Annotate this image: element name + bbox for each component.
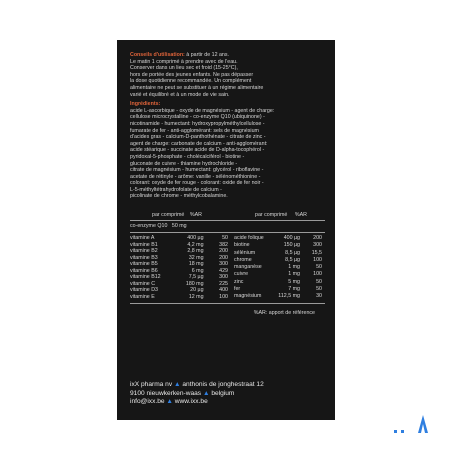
- nutrient-ar: 300: [219, 261, 228, 268]
- nutrient-amount: 7,5 µg: [188, 274, 204, 281]
- ingredients-line: pyridoxal-5-phosphate - cholécalciférol - biotine -: [130, 153, 245, 160]
- table-divider: [130, 220, 325, 221]
- mineral-row: [234, 235, 324, 242]
- nutrient-ar: 30: [316, 293, 322, 299]
- table-header-ar: %AR: [189, 212, 202, 219]
- nutrient-ar: 429: [219, 267, 228, 274]
- ingredients-line: gluconate de cuivre - thiamine hydrochloride -: [130, 160, 238, 167]
- ingredients-line: agent de charge: carbonate de calcium - anti-agglomérant:: [130, 140, 268, 147]
- nutrient-ar: 15,5: [311, 249, 322, 256]
- usage-advice-line: à partir de 12 ans.: [184, 52, 229, 58]
- product-info-panel: [117, 40, 335, 420]
- logo-icon: [392, 413, 432, 435]
- ingredients-line: acide L-ascorbique - oxyde de magnésium - agent de charge:: [130, 107, 275, 114]
- coenzyme-value: 50 mg: [171, 222, 187, 229]
- usage-advice-line: alimentaire ne peut se substituer à un régime alimentaire: [130, 84, 264, 91]
- ingredients-line: acide stéarique - succinate acide de D-alpha-tocophérol -: [130, 147, 265, 154]
- nutrient-amount: 400 µg: [283, 235, 300, 242]
- ingredients-line: L-5-méthyltétrahydrofolate de calcium -: [130, 186, 222, 193]
- nutrient-ar: 200: [219, 248, 228, 255]
- company-country: belgium: [209, 389, 235, 397]
- nutrient-name: cuivre: [234, 271, 249, 278]
- table-header-ar: %AR: [294, 212, 307, 219]
- nutrient-amount: 6 mg: [191, 267, 204, 274]
- usage-advice-line: hors de portée des jeunes enfants. Ne pas dépasser: [130, 71, 254, 78]
- nutrient-amount: 1 mg: [288, 271, 300, 278]
- nutrient-name: vitamine A: [130, 235, 155, 242]
- nutrient-amount: 8,5 µg: [285, 256, 300, 263]
- reference-footnote: %AR: apport de référence: [253, 310, 315, 317]
- nutrient-name: vitamine B1: [130, 241, 158, 248]
- mineral-row: [234, 264, 324, 271]
- nutrient-amount: 7 mg: [288, 285, 300, 292]
- vitamins-table: [130, 235, 230, 300]
- nutrient-name: manganèse: [234, 264, 262, 271]
- nutrient-name: vitamine B2: [130, 248, 158, 255]
- nutrient-name: vitamine D3: [130, 287, 158, 294]
- company-city: 9100 nieuwkerken-waas: [130, 389, 202, 397]
- nutrient-amount: 5 mg: [288, 278, 300, 285]
- nutrient-amount: 2,8 mg: [187, 248, 204, 255]
- company-website: www.ixx.be: [172, 397, 208, 405]
- nutrient-name: acide folique: [234, 235, 264, 242]
- mineral-row: [234, 271, 324, 278]
- nutrient-amount: 18 mg: [188, 261, 204, 268]
- nutrient-amount: 12 mg: [188, 293, 204, 300]
- coenzyme-row: [130, 223, 325, 230]
- brand-logo-mark: [392, 413, 432, 438]
- nutrient-amount: 150 µg: [283, 242, 300, 249]
- table-divider: [130, 232, 325, 233]
- nutrient-name: sélénium: [234, 249, 256, 256]
- nutrient-amount: 20 µg: [190, 287, 204, 294]
- nutrient-ar: 100: [313, 271, 322, 278]
- nutrient-amount: 32 mg: [188, 254, 204, 261]
- nutrient-amount: 4,2 mg: [187, 241, 204, 248]
- usage-advice-line: la dose quotidienne recommandée. Un complément: [130, 78, 252, 85]
- mineral-row: [234, 242, 324, 249]
- company-street: anthonis de jonghestraat 12: [180, 381, 264, 389]
- nutrient-name: vitamine B5: [130, 261, 158, 268]
- coenzyme-label: co-enzyme Q10: [130, 222, 168, 229]
- nutrient-name: magnésium: [234, 293, 262, 299]
- nutrient-name: fer: [234, 285, 241, 292]
- ingredients-line: picolinate de chrome - méthylcobalamine.: [130, 193, 228, 200]
- nutrient-ar: 50: [316, 264, 322, 271]
- mineral-row: [234, 250, 324, 257]
- nutrient-name: vitamine E: [130, 293, 155, 300]
- ingredients-title: Ingrédients:: [130, 101, 161, 108]
- ingredients-line: citrate de magnésium - humectant: glycérol - riboflavine -: [130, 167, 264, 174]
- nutrient-ar: 382: [219, 241, 228, 248]
- mineral-row: [234, 293, 324, 300]
- mineral-row: [234, 257, 324, 264]
- nutrient-amount: 180 mg: [185, 280, 204, 287]
- nutrient-ar: 50: [316, 285, 322, 292]
- nutrient-name: vitamine B6: [130, 267, 158, 274]
- nutrient-name: vitamine B12: [130, 274, 161, 281]
- company-footer: [130, 381, 264, 406]
- ingredients-section: [130, 101, 325, 200]
- nutrient-ar: 100: [219, 293, 228, 300]
- nutrient-ar: 50: [222, 235, 228, 242]
- ingredients-line: fumarate de fer - anti-agglomérant: sels de magnésium: [130, 127, 259, 134]
- nutrient-name: zinc: [234, 278, 244, 285]
- nutrient-amount: 1 mg: [288, 264, 300, 271]
- nutrient-amount: 400 µg: [187, 235, 204, 242]
- nutrient-name: vitamine C: [130, 280, 156, 287]
- usage-advice: [130, 52, 325, 98]
- nutrient-name: biotine: [234, 242, 250, 249]
- nutrient-ar: 100: [313, 256, 322, 263]
- nutrient-amount: 112,5 mg: [278, 293, 300, 299]
- table-header-amount: par comprimé: [152, 212, 185, 219]
- table-header-amount: par comprimé: [255, 212, 288, 219]
- nutrient-name: vitamine B3: [130, 254, 158, 261]
- mineral-row: [234, 286, 324, 293]
- company-name: ixX pharma nv: [130, 381, 173, 389]
- nutrient-ar: 400: [219, 287, 228, 294]
- nutrient-ar: 50: [316, 278, 322, 285]
- usage-advice-line: varié et équilibré et à un mode de vie sain.: [130, 91, 230, 98]
- table-divider: [130, 303, 325, 304]
- usage-advice-line: Le matin 1 comprimé à prendre avec de l'eau.: [130, 58, 238, 65]
- triangle-icon: ▲: [166, 397, 173, 405]
- nutrition-table: [130, 212, 325, 317]
- nutrient-ar: 225: [219, 280, 228, 287]
- triangle-icon: ▲: [202, 389, 210, 397]
- minerals-table: [234, 235, 324, 300]
- ingredients-line: d'acides gras - calcium-D-panthothénate - citrate de zinc -: [130, 134, 266, 141]
- ingredients-line: colorant: oxyde de fer rouge - colorant: oxide de fer noir -: [130, 180, 264, 187]
- company-email: info@ixx.be: [130, 397, 165, 405]
- nutrient-ar: 200: [219, 254, 228, 261]
- nutrient-amount: 8,5 µg: [285, 249, 300, 256]
- usage-advice-line: Conserver dans un lieu sec et froid (15-25°C),: [130, 65, 238, 72]
- nutrient-name: chrome: [234, 256, 252, 263]
- usage-advice-title: Conseils d'utilisation:: [130, 52, 185, 58]
- nutrient-ar: 300: [313, 242, 322, 249]
- triangle-icon: ▲: [174, 381, 181, 389]
- ingredients-line: cellulose microcrystalline - co-enzyme Q10 (ubiquinone) -: [130, 114, 265, 121]
- mineral-row: [234, 279, 324, 286]
- nutrient-ar: 200: [313, 235, 322, 242]
- ingredients-line: acetate de rétinyle - arôme: vanille - sélénométhionine -: [130, 173, 261, 180]
- nutrient-ar: 300: [219, 274, 228, 281]
- ingredients-line: nicotinamide - humectant: hydroxypropylméthylcellulose -: [130, 120, 265, 127]
- vitamin-row: [130, 294, 230, 301]
